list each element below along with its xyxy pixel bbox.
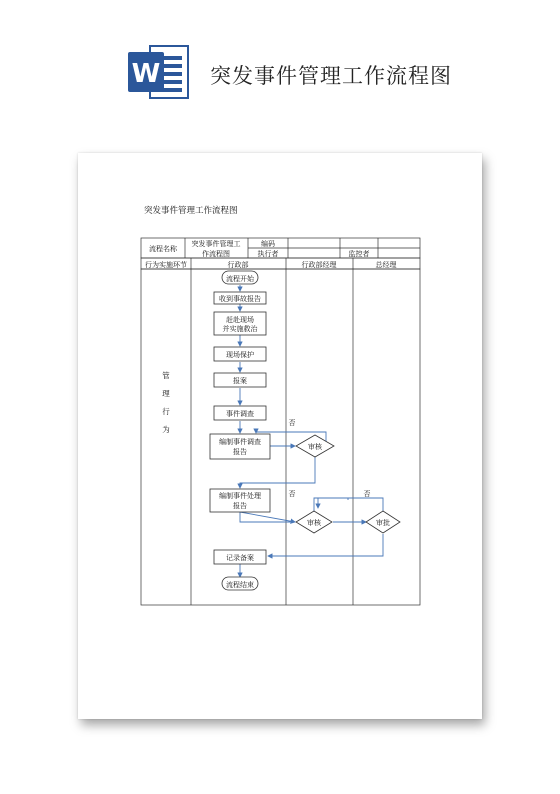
lane-admin: 行政部	[227, 261, 249, 269]
stage-label: 行为实施环节	[145, 261, 187, 269]
decision-no-label: 否	[288, 490, 296, 498]
flow-start-label: 流程开始	[226, 275, 254, 283]
row-label-char: 管	[162, 371, 170, 380]
supervisor-label: 监控者	[348, 250, 370, 258]
step-rush-label-line1: 赶赴现场	[226, 316, 254, 324]
decision-review-1-label: 审核	[308, 443, 322, 451]
step-rush-label-line2: 并实施救治	[222, 325, 258, 333]
step-report-case-label: 报案	[233, 377, 247, 385]
step-protect-label: 现场保护	[226, 351, 254, 359]
executor-label: 执行者	[257, 250, 279, 258]
row-label-char: 为	[162, 425, 170, 434]
decision-review-2-label: 审核	[307, 519, 321, 527]
step-plan-label-line1: 编制事件处理	[219, 492, 261, 500]
step-plan-label-line2: 报告	[233, 502, 247, 510]
row-label-char: 理	[162, 389, 170, 398]
page-title: 突发事件管理工作流程图	[210, 64, 452, 88]
lane-admin-manager: 行政部经理	[301, 261, 337, 269]
header	[0, 0, 560, 120]
step-record-label: 记录备案	[226, 554, 254, 562]
step-draft-label-line1: 编制事件调查	[219, 438, 261, 446]
flow-name-label: 流程名称	[149, 245, 177, 253]
decision-no-label: 否	[288, 419, 296, 427]
document-page	[78, 153, 482, 719]
word-icon	[128, 42, 190, 102]
flow-name-value-line1: 突发事件管理工	[191, 240, 241, 248]
flow-name-value-line2: 作流程图	[202, 250, 230, 258]
code-label: 编码	[261, 240, 275, 248]
word-icon-letter: W	[131, 59, 161, 89]
lane-gm: 总经理	[375, 261, 397, 269]
flowchart	[78, 153, 482, 719]
step-receive-label: 收到事故报告	[219, 295, 261, 303]
document-caption: 突发事件管理工作流程图	[144, 206, 238, 216]
flow-end-label: 流程结束	[226, 581, 254, 589]
decision-no-label: 否	[363, 490, 371, 498]
step-draft-label-line2: 报告	[233, 448, 247, 456]
info-table	[141, 238, 420, 605]
decision-approve-label: 审批	[376, 519, 390, 527]
step-investigate-label: 事件调查	[226, 410, 254, 418]
row-label-char: 行	[162, 407, 170, 416]
